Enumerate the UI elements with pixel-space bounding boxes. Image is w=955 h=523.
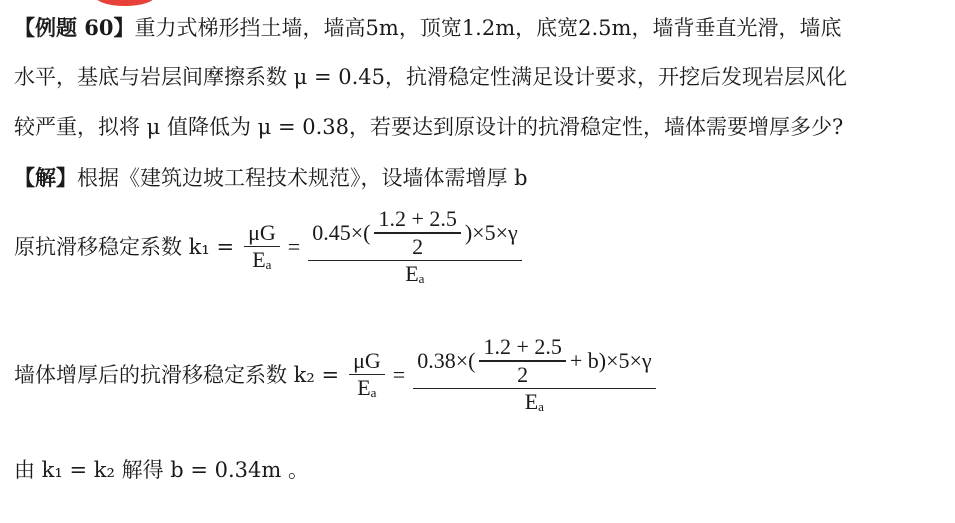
equals-sign: = xyxy=(392,361,406,387)
f1-num-pre: 0.45×( xyxy=(312,219,371,245)
f1-inner-fraction xyxy=(374,206,460,260)
problem-text-1: 重力式梯形挡土墙，墙高5m，顶宽1.2m，底宽2.5m，墙背垂直光滑，墙底 xyxy=(134,16,842,40)
solution-intro-line xyxy=(14,164,528,192)
f2-main-fraction xyxy=(413,334,655,415)
f2-mid-den: Eₐ xyxy=(357,375,377,401)
f1-mid-fraction xyxy=(244,220,280,274)
f2-inner-fraction xyxy=(479,334,565,388)
f1-inner-den: 2 xyxy=(412,233,424,259)
formula-2 xyxy=(14,334,660,415)
f2-num-post: + b)×5×γ xyxy=(569,347,652,373)
problem-line-1 xyxy=(14,14,841,42)
formula-2-label: 墙体增厚后的抗滑移稳定系数 k₂ = xyxy=(14,362,340,387)
f2-mid-num: μG xyxy=(353,347,381,373)
f1-main-fraction xyxy=(308,206,522,287)
solution-label: 【解】 xyxy=(14,165,77,190)
problem-line-3: 较严重，拟将 μ 值降低为 μ = 0.38，若要达到原设计的抗滑稳定性，墙体需要增厚多少? xyxy=(14,115,844,139)
f1-mid-den: Eₐ xyxy=(252,247,272,273)
equals-sign: = xyxy=(287,233,301,259)
f2-inner-num: 1.2 + 2.5 xyxy=(483,334,562,359)
problem-line-2: 水平，基底与岩层间摩擦系数 μ = 0.45，抗滑稳定性满足设计要求，开挖后发现岩层风化 xyxy=(14,65,848,89)
f1-num-post: )×5×γ xyxy=(464,219,518,245)
formula-1 xyxy=(14,206,526,287)
f1-inner-num: 1.2 + 2.5 xyxy=(378,206,457,231)
red-highlight-mark xyxy=(95,0,155,6)
solution-intro: 根据《建筑边坡工程技术规范》，设墙体需增厚 b xyxy=(77,166,528,190)
f1-numerator xyxy=(308,206,522,260)
f1-den: Eₐ xyxy=(405,261,425,286)
f2-mid-fraction xyxy=(349,348,385,402)
f2-den: Eₐ xyxy=(524,389,545,414)
formula-1-label: 原抗滑移稳定系数 k₁ = xyxy=(14,234,235,259)
f2-inner-den: 2 xyxy=(517,361,529,387)
problem-label: 【例题 60】 xyxy=(14,15,135,40)
f2-numerator xyxy=(413,334,655,388)
conclusion: 由 k₁ = k₂ 解得 b = 0.34m 。 xyxy=(14,458,309,482)
f1-mid-num: μG xyxy=(248,219,276,245)
f2-num-pre: 0.38×( xyxy=(417,347,476,373)
